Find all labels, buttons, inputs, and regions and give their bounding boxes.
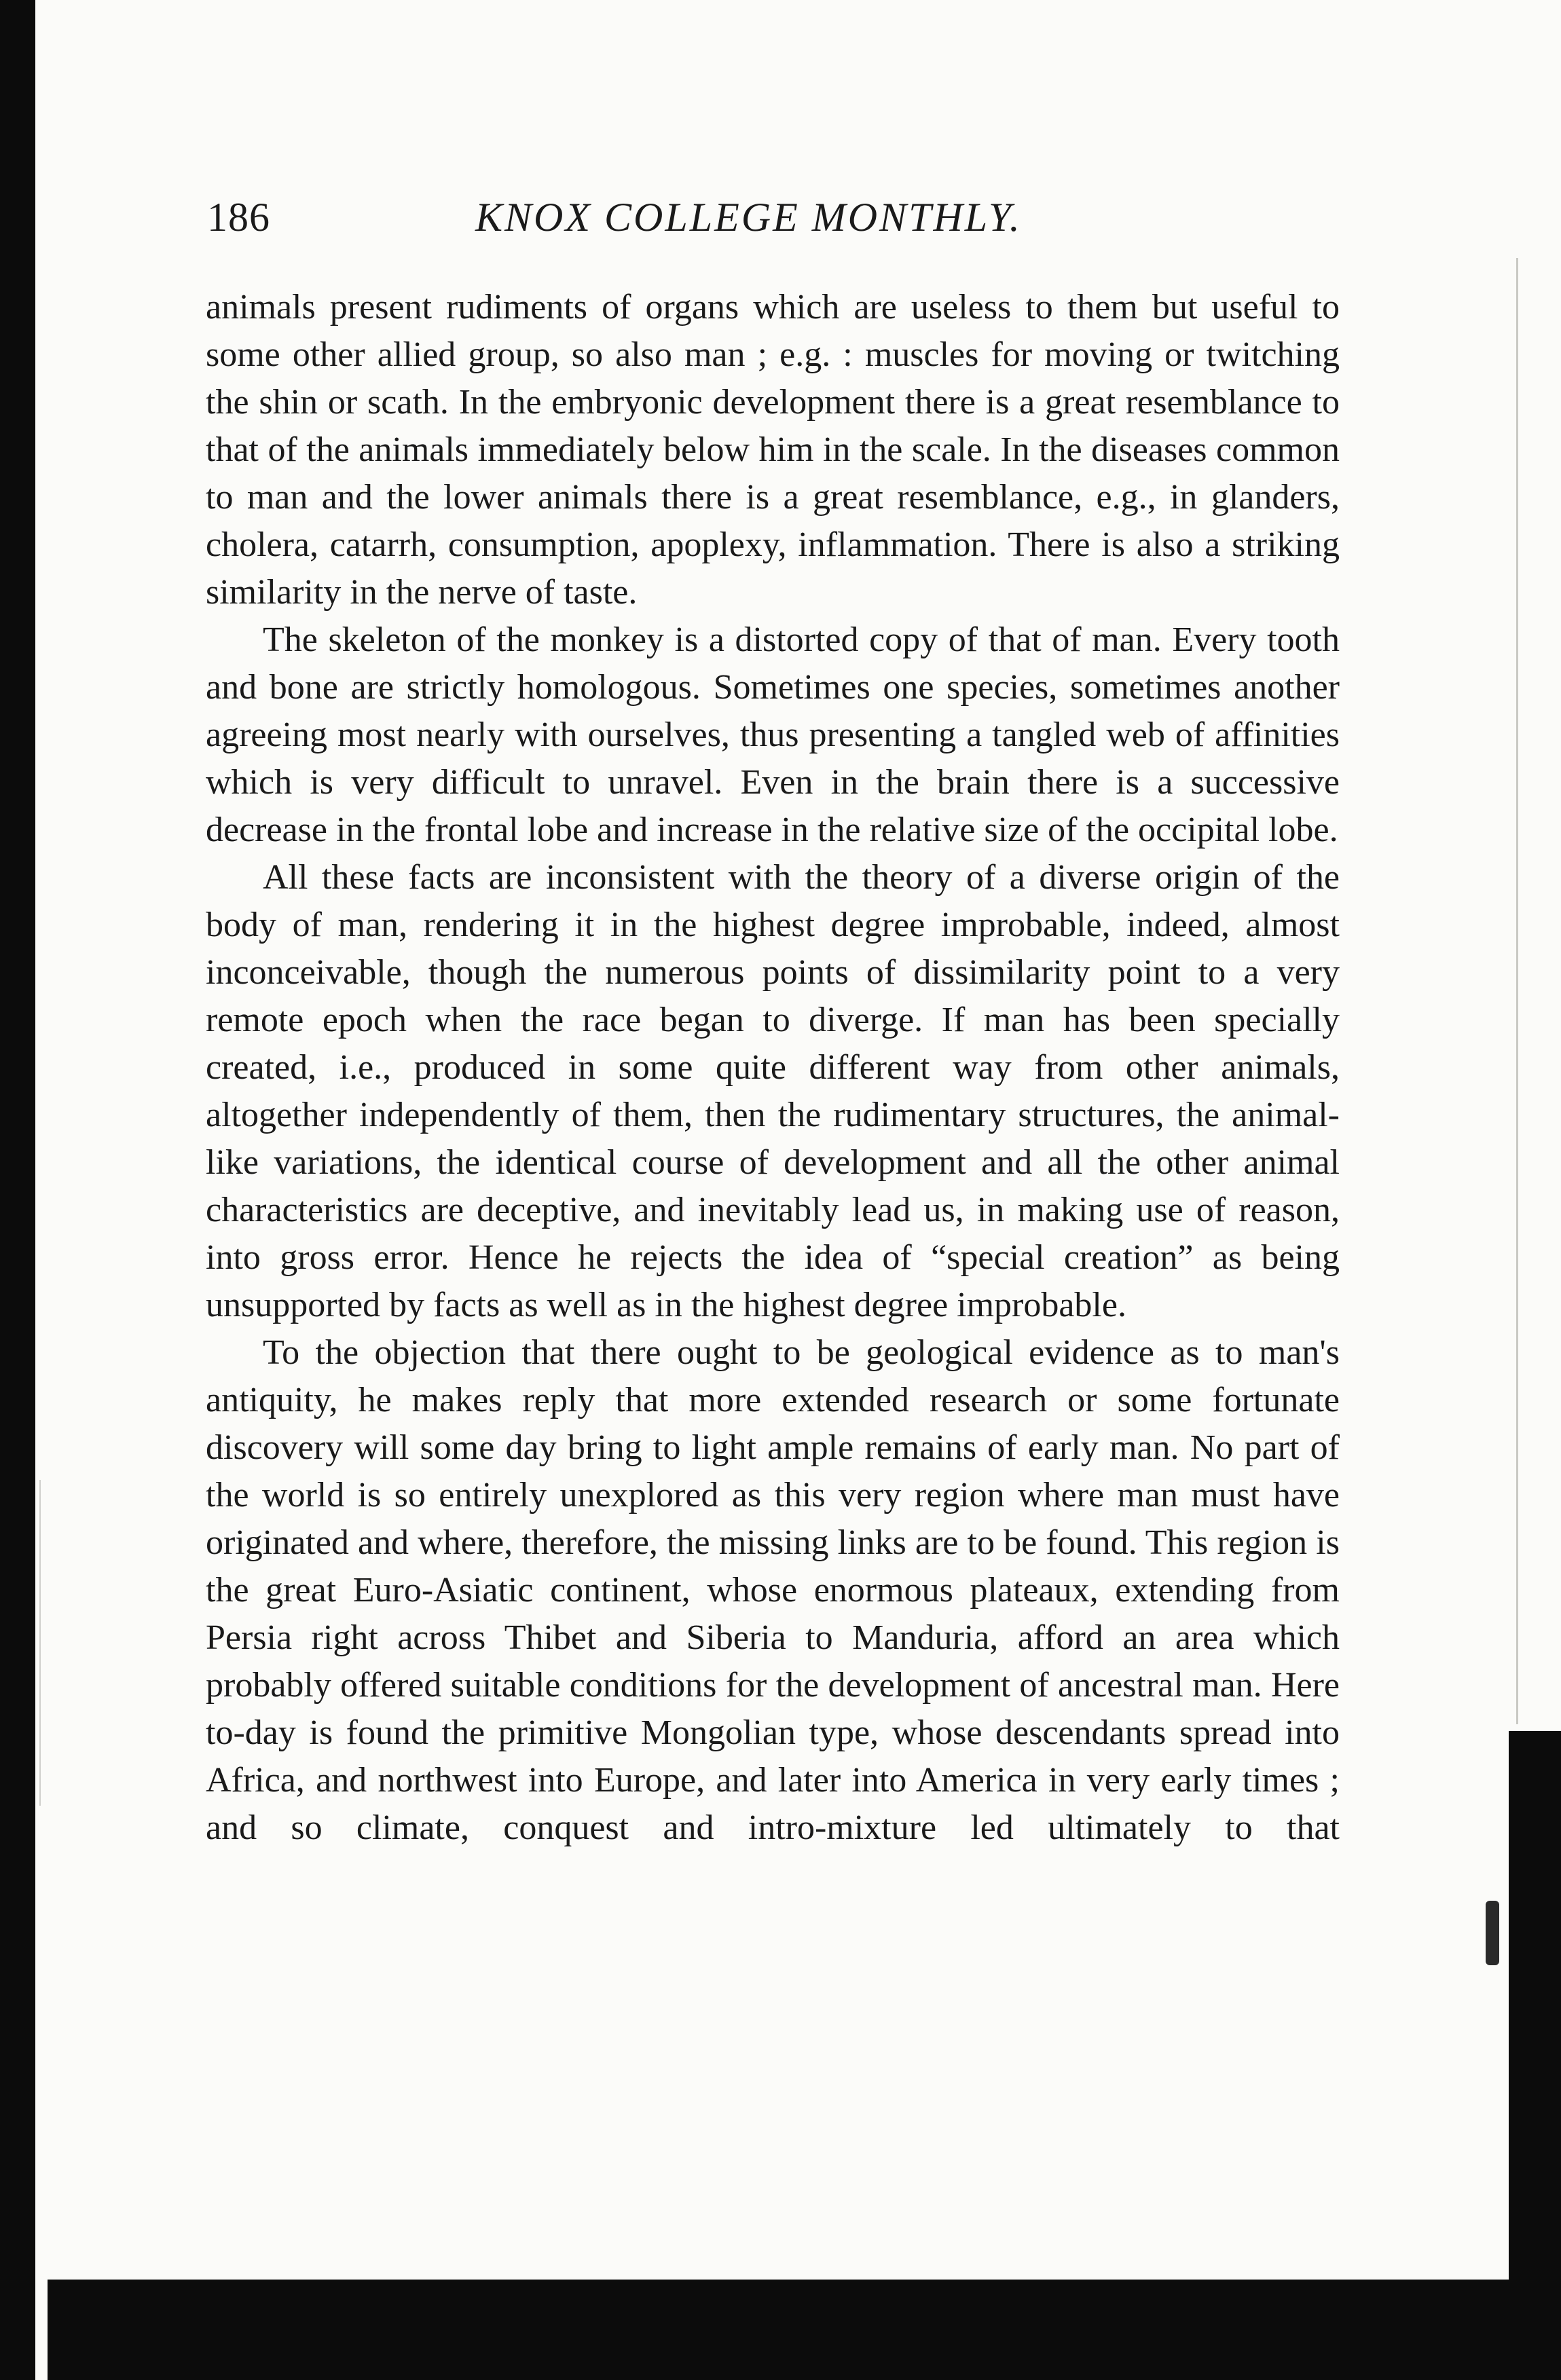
scan-edge-right [1509, 1731, 1561, 2294]
paragraph-4: To the objection that there ought to be geological evidence as to man's antiquity, he makes reply that more extended research or some fortunate discovery will some day bring to light ample remains of early man. No part of the world is so entirely unexplored as this very region where man must have originated and where, therefore, the missing links are to be found. This region is the great Euro-Asiatic continent, whose enormous plateaux, extending from Persia right across Thibet and Siberia to Manduria, afford an area which probably offered suitable conditions for the development of ancestral man. Here to-day is found the primitive Mongolian type, whose descendants spread into Africa, and northwest into Europe, and later into America in very early times ; and so climate, conquest and intro-mixture led ultimately to that [206, 1333, 1340, 1847]
page-number: 186 [207, 195, 270, 240]
paragraph-1: animals present rudiments of organs which are useless to them but useful to some other allied group, so also man ; e.g. : muscles for moving or twitching the shin or scath. In the embryonic development there is a great resemblance to that of the animals immediately below him in the scale. In the diseases common to man and the lower animals there is a great resemblance, e.g., in glanders, cholera, catarrh, consumption, apoplexy, inflammation. There is also a striking similarity in the nerve of taste. [206, 288, 1340, 612]
paragraph-2: The skeleton of the monkey is a distorted copy of that of man. Every tooth and bone are strictly homologous. Sometimes one species, sometimes another agreeing most nearly with ourselves, thus presenting a tangled web of affinities which is very difficult to unravel. Even in the brain there is a successive decrease in the frontal lobe and increase in the relative size of the occipital lobe. [206, 620, 1340, 849]
scan-mark-right-notch [1486, 1901, 1499, 1965]
scan-edge-bottom [48, 2280, 1561, 2380]
paragraph-3: All these facts are inconsistent with the theory of a diverse origin of the body of man, rendering it in the highest degree improbable, indeed, almost inconceivable, though the numerous points of dissimilarity point to a very remote epoch when the race began to diverge. If man has been specially created, i.e., produced in some quite different way from other animals, altogether independently of them, then the rudimentary structures, the animal-like variations, the identical course of development and all the other animal characteristics are deceptive, and inevitably lead us, in making use of reason, into gross error. Hence he rejects the idea of “special creation” as being unsupported by facts as well as in the highest degree improbable. [206, 858, 1340, 1324]
running-title: KNOX COLLEGE MONTHLY. [475, 195, 1022, 240]
scan-edge-left [0, 0, 35, 2380]
scan-mark-left [39, 1480, 41, 1806]
scan-mark-right [1516, 258, 1518, 1724]
article-body [206, 284, 1340, 1852]
